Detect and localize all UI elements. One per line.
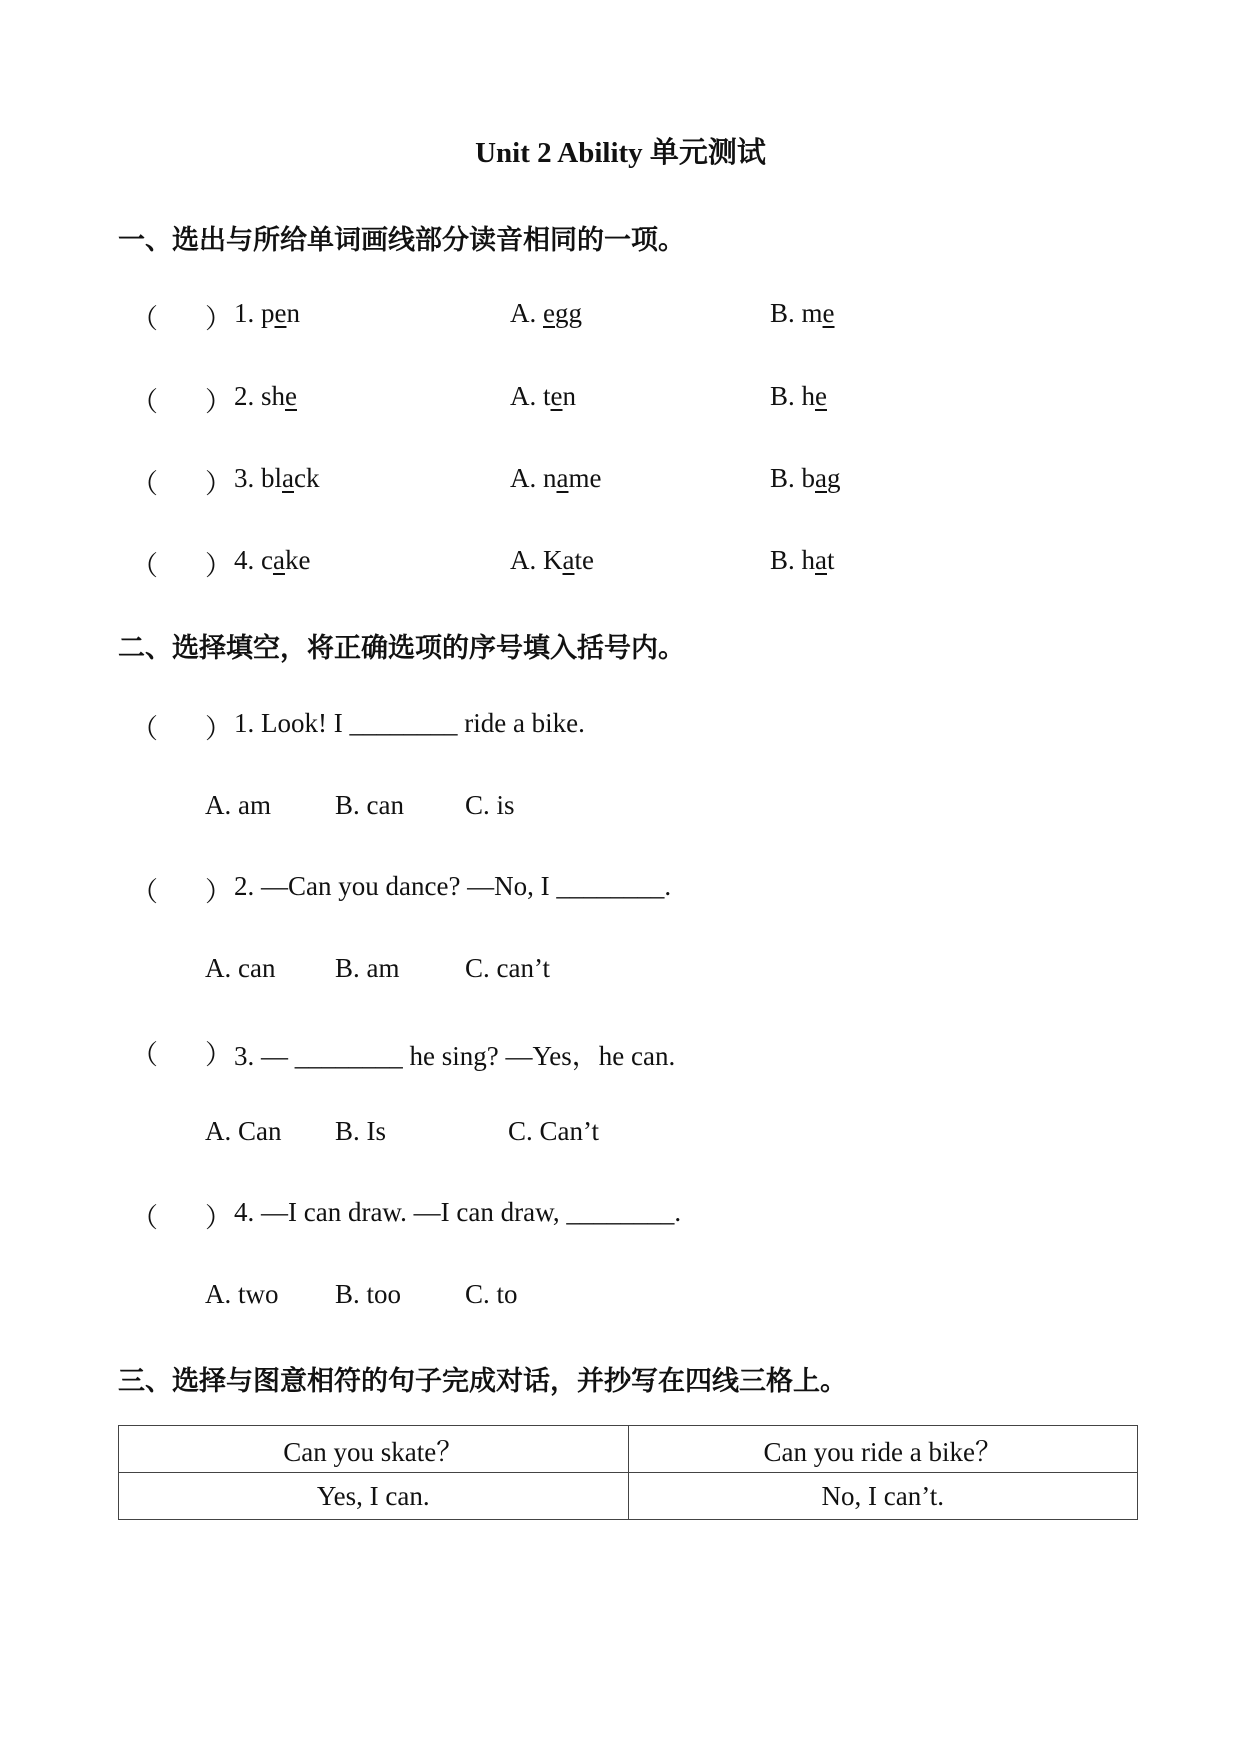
answer-paren-close: ）	[205, 714, 232, 744]
table-row	[119, 1473, 1138, 1520]
answer-paren-open: （	[131, 387, 158, 417]
question-text: 1. Look! I ________ ride a bike.	[234, 708, 585, 738]
option-a: A. can	[205, 953, 276, 983]
option-b: B. am	[335, 953, 400, 983]
answer-paren-close: ）	[205, 304, 232, 334]
table-row	[119, 1426, 1138, 1473]
option-b: B. hat	[770, 545, 835, 575]
answer-paren-open: （	[131, 469, 158, 499]
answer-paren-close: ）	[205, 469, 232, 499]
option-a: A. name	[510, 463, 602, 493]
option-b: B. he	[770, 381, 827, 411]
table-cell: Can you skate？	[119, 1426, 629, 1473]
question-word: 3. black	[234, 463, 320, 493]
answer-paren-close: ）	[205, 1203, 232, 1233]
option-c: C. Can’t	[508, 1116, 600, 1146]
answer-paren-open: （	[131, 714, 158, 744]
sentence-table	[118, 1425, 1138, 1520]
option-a: A. Can	[205, 1116, 282, 1146]
answer-paren-open: （	[131, 304, 158, 334]
answer-paren-open: （	[131, 1040, 158, 1070]
option-a: A. two	[205, 1279, 279, 1309]
option-a: A. egg	[510, 298, 582, 328]
table-cell: Can you ride a bike？	[628, 1426, 1138, 1473]
answer-paren-open: （	[131, 877, 158, 907]
option-b: B. bag	[770, 463, 841, 493]
question-word: 2. she	[234, 381, 297, 411]
option-a: A. ten	[510, 381, 576, 411]
section-2-heading: 二、选择填空，将正确选项的序号填入括号内。	[118, 633, 685, 664]
option-c: C. can’t	[465, 953, 550, 983]
section-1-heading: 一、选出与所给单词画线部分读音相同的一项。	[118, 225, 685, 256]
option-b: B. Is	[335, 1116, 387, 1146]
option-a: A. Kate	[510, 545, 594, 575]
option-b: B. can	[335, 790, 404, 820]
table-cell: Yes, I can.	[119, 1473, 629, 1520]
table-cell: No, I can’t.	[628, 1473, 1138, 1520]
question-text: 2. —Can you dance? —No, I ________.	[234, 871, 672, 901]
option-c: C. to	[465, 1279, 518, 1309]
section-3-heading: 三、选择与图意相符的句子完成对话，并抄写在四线三格上。	[118, 1366, 847, 1397]
answer-paren-open: （	[131, 551, 158, 581]
answer-paren-close: ）	[205, 551, 232, 581]
answer-paren-close: ）	[205, 387, 232, 417]
question-word: 1. pen	[234, 298, 300, 328]
option-c: C. is	[465, 790, 515, 820]
answer-paren-open: （	[131, 1203, 158, 1233]
option-b: B. me	[770, 298, 835, 328]
page-title: Unit 2 Ability 单元测试	[475, 137, 766, 169]
question-text: 3. — ________ he sing? —Yes，he can.	[234, 1041, 676, 1071]
answer-paren-close: ）	[205, 1040, 232, 1070]
option-a: A. am	[205, 790, 271, 820]
question-text: 4. —I can draw. —I can draw, ________.	[234, 1197, 682, 1227]
question-word: 4. cake	[234, 545, 311, 575]
answer-paren-close: ）	[205, 877, 232, 907]
option-b: B. too	[335, 1279, 402, 1309]
